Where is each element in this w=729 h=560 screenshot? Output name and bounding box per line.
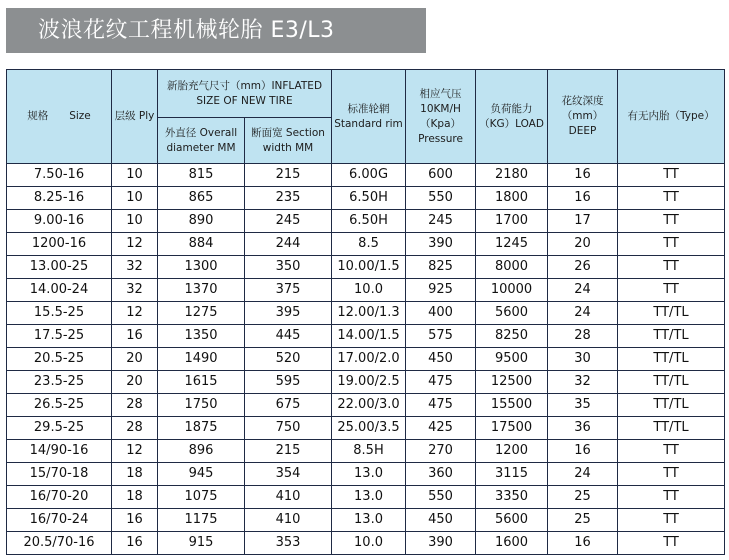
cell-pressure: 245 [406,210,476,233]
table-row [7,463,725,486]
cell-load: 1600 [476,532,548,555]
cell-rim: 10.0 [332,279,406,302]
table-row [7,164,725,187]
cell-type: TT [618,279,725,302]
cell-pressure: 450 [406,348,476,371]
cell-rim: 6.50H [332,187,406,210]
cell-size: 9.00-16 [7,210,112,233]
cell-load: 1700 [476,210,548,233]
cell-load: 5600 [476,509,548,532]
cell-pressure: 925 [406,279,476,302]
cell-size: 14/90-16 [7,440,112,463]
cell-ply: 10 [112,164,158,187]
cell-diameter: 865 [158,187,245,210]
cell-load: 15500 [476,394,548,417]
cell-rim: 6.00G [332,164,406,187]
cell-deep: 16 [548,532,618,555]
cell-ply: 18 [112,463,158,486]
cell-pressure: 600 [406,164,476,187]
cell-ply: 12 [112,302,158,325]
cell-size: 1200-16 [7,233,112,256]
header-size: 规格 Size [7,70,112,164]
cell-type: TT [618,210,725,233]
cell-type: TT/TL [618,325,725,348]
cell-width: 244 [245,233,332,256]
cell-deep: 16 [548,164,618,187]
cell-rim: 13.0 [332,463,406,486]
cell-rim: 13.0 [332,486,406,509]
cell-deep: 16 [548,440,618,463]
cell-pressure: 825 [406,256,476,279]
header-load: 负荷能力 （KG）LOAD [476,70,548,164]
cell-width: 353 [245,532,332,555]
cell-ply: 32 [112,256,158,279]
cell-diameter: 884 [158,233,245,256]
cell-size: 8.25-16 [7,187,112,210]
cell-load: 3115 [476,463,548,486]
cell-width: 395 [245,302,332,325]
cell-width: 215 [245,164,332,187]
cell-rim: 8.5H [332,440,406,463]
cell-size: 13.00-25 [7,256,112,279]
cell-pressure: 360 [406,463,476,486]
cell-ply: 18 [112,486,158,509]
cell-diameter: 1350 [158,325,245,348]
cell-deep: 16 [548,187,618,210]
table-row [7,187,725,210]
cell-type: TT [618,486,725,509]
cell-deep: 24 [548,279,618,302]
cell-deep: 25 [548,486,618,509]
table-row [7,509,725,532]
page-title: 波浪花纹工程机械轮胎 E3/L3 [6,8,426,53]
table-row [7,394,725,417]
header-pressure: 相应气压 10KM/H （Kpa） Pressure [406,70,476,164]
cell-size: 26.5-25 [7,394,112,417]
cell-diameter: 1370 [158,279,245,302]
cell-width: 410 [245,486,332,509]
cell-diameter: 1875 [158,417,245,440]
table-row [7,371,725,394]
cell-pressure: 270 [406,440,476,463]
cell-pressure: 390 [406,233,476,256]
cell-ply: 12 [112,440,158,463]
cell-pressure: 550 [406,187,476,210]
cell-pressure: 390 [406,532,476,555]
cell-width: 750 [245,417,332,440]
cell-deep: 24 [548,302,618,325]
cell-diameter: 945 [158,463,245,486]
cell-ply: 16 [112,509,158,532]
cell-diameter: 1615 [158,371,245,394]
cell-type: TT/TL [618,302,725,325]
cell-load: 8250 [476,325,548,348]
cell-diameter: 1075 [158,486,245,509]
cell-type: TT [618,256,725,279]
cell-deep: 35 [548,394,618,417]
table-body [7,164,725,555]
cell-load: 1200 [476,440,548,463]
cell-load: 8000 [476,256,548,279]
table-row [7,348,725,371]
cell-ply: 10 [112,187,158,210]
cell-ply: 16 [112,325,158,348]
header-type: 有无内胎（Type） [618,70,725,164]
cell-size: 16/70-24 [7,509,112,532]
cell-width: 410 [245,509,332,532]
cell-pressure: 575 [406,325,476,348]
cell-size: 20.5/70-16 [7,532,112,555]
cell-size: 7.50-16 [7,164,112,187]
cell-load: 17500 [476,417,548,440]
cell-load: 10000 [476,279,548,302]
cell-ply: 28 [112,417,158,440]
cell-deep: 24 [548,463,618,486]
cell-ply: 20 [112,371,158,394]
cell-type: TT/TL [618,371,725,394]
cell-diameter: 1750 [158,394,245,417]
header-standard-rim: 标准轮辋 Standard rim [332,70,406,164]
cell-width: 675 [245,394,332,417]
cell-width: 235 [245,187,332,210]
table-row [7,302,725,325]
cell-ply: 10 [112,210,158,233]
cell-rim: 14.00/1.5 [332,325,406,348]
cell-pressure: 450 [406,509,476,532]
cell-deep: 26 [548,256,618,279]
cell-ply: 16 [112,532,158,555]
cell-pressure: 400 [406,302,476,325]
cell-type: TT/TL [618,348,725,371]
cell-pressure: 550 [406,486,476,509]
cell-ply: 20 [112,348,158,371]
table-row [7,233,725,256]
cell-type: TT/TL [618,417,725,440]
cell-load: 12500 [476,371,548,394]
cell-deep: 32 [548,371,618,394]
cell-ply: 12 [112,233,158,256]
cell-pressure: 475 [406,394,476,417]
cell-width: 350 [245,256,332,279]
cell-width: 354 [245,463,332,486]
cell-type: TT [618,233,725,256]
cell-diameter: 815 [158,164,245,187]
cell-diameter: 890 [158,210,245,233]
cell-type: TT [618,463,725,486]
cell-deep: 28 [548,325,618,348]
table-row [7,279,725,302]
table-row [7,210,725,233]
cell-load: 1245 [476,233,548,256]
table-row [7,440,725,463]
cell-size: 15.5-25 [7,302,112,325]
cell-load: 1800 [476,187,548,210]
cell-rim: 22.00/3.0 [332,394,406,417]
cell-type: TT/TL [618,394,725,417]
cell-rim: 19.00/2.5 [332,371,406,394]
cell-ply: 32 [112,279,158,302]
cell-load: 9500 [476,348,548,371]
cell-load: 5600 [476,302,548,325]
cell-rim: 6.50H [332,210,406,233]
cell-size: 16/70-20 [7,486,112,509]
cell-load: 3350 [476,486,548,509]
cell-size: 15/70-18 [7,463,112,486]
cell-rim: 10.0 [332,532,406,555]
cell-type: TT [618,187,725,210]
table-row [7,256,725,279]
cell-width: 445 [245,325,332,348]
table-row [7,325,725,348]
cell-rim: 13.0 [332,509,406,532]
cell-diameter: 896 [158,440,245,463]
cell-width: 245 [245,210,332,233]
cell-rim: 8.5 [332,233,406,256]
cell-type: TT [618,509,725,532]
cell-deep: 25 [548,509,618,532]
table-row [7,486,725,509]
cell-rim: 12.00/1.3 [332,302,406,325]
cell-deep: 36 [548,417,618,440]
header-ply: 层级 Ply [112,70,158,164]
cell-rim: 25.00/3.5 [332,417,406,440]
header-section-width: 断面宽 Section width MM [245,118,332,164]
cell-rim: 10.00/1.5 [332,256,406,279]
cell-diameter: 1275 [158,302,245,325]
cell-pressure: 475 [406,371,476,394]
table-row [7,417,725,440]
cell-type: TT [618,164,725,187]
cell-width: 215 [245,440,332,463]
header-deep: 花纹深度 （mm）DEEP [548,70,618,164]
cell-width: 520 [245,348,332,371]
cell-type: TT [618,532,725,555]
cell-size: 29.5-25 [7,417,112,440]
cell-ply: 28 [112,394,158,417]
cell-load: 2180 [476,164,548,187]
table-header-row [7,70,725,118]
cell-deep: 30 [548,348,618,371]
cell-deep: 20 [548,233,618,256]
cell-diameter: 1490 [158,348,245,371]
header-overall-diameter: 外直径 Overall diameter MM [158,118,245,164]
table-row [7,532,725,555]
cell-size: 14.00-24 [7,279,112,302]
cell-width: 595 [245,371,332,394]
cell-size: 23.5-25 [7,371,112,394]
cell-diameter: 915 [158,532,245,555]
cell-pressure: 425 [406,417,476,440]
cell-size: 17.5-25 [7,325,112,348]
cell-deep: 17 [548,210,618,233]
cell-diameter: 1175 [158,509,245,532]
cell-rim: 17.00/2.0 [332,348,406,371]
tire-spec-table [6,69,725,555]
cell-width: 375 [245,279,332,302]
cell-type: TT [618,440,725,463]
cell-size: 20.5-25 [7,348,112,371]
cell-diameter: 1300 [158,256,245,279]
header-inflated-size: 新胎充气尺寸（mm）INFLATED SIZE OF NEW TIRE [158,70,332,118]
